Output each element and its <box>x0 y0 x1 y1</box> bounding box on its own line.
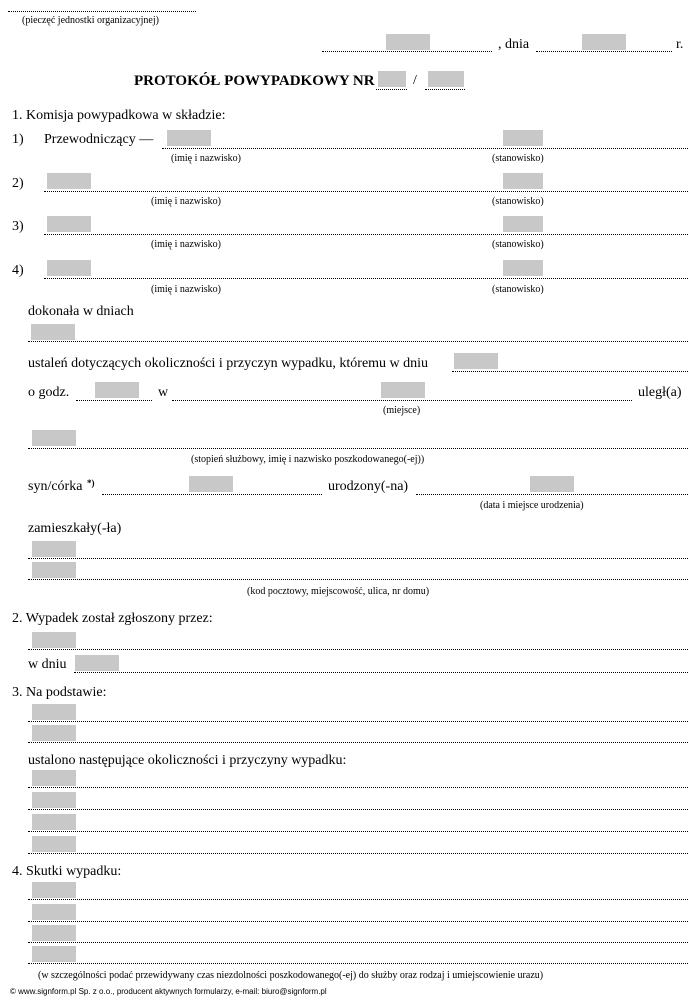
parent-line <box>102 494 322 495</box>
member3-number: 3) <box>12 219 24 234</box>
address-caption: (kod pocztowy, miejscowość, ulica, nr domu) <box>247 586 430 597</box>
report-date-label: w dniu <box>28 657 67 672</box>
effects-line-4 <box>28 963 688 964</box>
circumstances-field-1[interactable] <box>32 770 76 786</box>
victim-line <box>28 448 688 449</box>
member1-name-field[interactable] <box>167 130 211 146</box>
report-date-field[interactable] <box>75 655 119 671</box>
member3-position-field[interactable] <box>503 216 543 232</box>
footer-copyright: © www.signform.pl Sp. z o.o., producent aktywnych formularzy, e-mail: biuro@signform.pl <box>10 987 327 996</box>
performed-on-label: dokonała w dniach <box>28 304 134 319</box>
member2-name-field[interactable] <box>47 173 91 189</box>
victim-caption: (stopień służbowy, imię i nazwisko poszkodowanego(-ej)) <box>191 454 425 465</box>
birth-line <box>416 494 688 495</box>
circumstances-field-2[interactable] <box>32 792 76 808</box>
circumstances-line-1 <box>28 787 688 788</box>
son-daughter-mark: *) <box>87 478 95 488</box>
place-line <box>322 51 492 52</box>
effects-field-3[interactable] <box>32 925 76 941</box>
member2-number: 2) <box>12 176 24 191</box>
place-field[interactable] <box>386 34 430 50</box>
member1-position-caption: (stanowisko) <box>492 153 544 164</box>
member4-position-caption: (stanowisko) <box>492 284 544 295</box>
section1-heading: 1. Komisja powypadkowa w składzie: <box>12 108 226 123</box>
time-label: o godz. <box>28 385 70 400</box>
time-line <box>76 400 152 401</box>
accident-date-field[interactable] <box>454 353 498 369</box>
basis-field-2[interactable] <box>32 725 76 741</box>
born-label: urodzony(-na) <box>328 479 409 494</box>
member4-name-field[interactable] <box>47 260 91 276</box>
in-label: w <box>158 385 169 400</box>
effects-line-1 <box>28 899 688 900</box>
birth-caption: (data i miejsce urodzenia) <box>480 500 584 511</box>
member3-position-caption: (stanowisko) <box>492 239 544 250</box>
member2-line <box>44 191 688 192</box>
place-caption: (miejsce) <box>383 405 421 416</box>
circumstances-line-4 <box>28 853 688 854</box>
member1-number: 1) <box>12 132 24 147</box>
effects-caption: (w szczególności podać przewidywany czas niezdolności poszkodowanego(-ej) do służby oraz rodzaj i umiejscowienie urazu) <box>38 970 544 981</box>
circumstances-field-3[interactable] <box>32 814 76 830</box>
member1-name-caption: (imię i nazwisko) <box>171 153 241 164</box>
circumstances-line-3 <box>28 831 688 832</box>
member2-position-field[interactable] <box>503 173 543 189</box>
stamp-caption: (pieczęć jednostki organizacyjnej) <box>22 15 159 26</box>
member1-position-field[interactable] <box>503 130 543 146</box>
son-daughter-label: syn/córka <box>28 479 83 494</box>
page-title: PROTOKÓŁ POWYPADKOWY NR <box>134 73 375 89</box>
protocol-year-line <box>425 89 465 90</box>
protocol-year-field[interactable] <box>428 71 464 87</box>
address-field-1[interactable] <box>32 541 76 557</box>
basis-line-1 <box>28 721 688 722</box>
member3-name-caption: (imię i nazwisko) <box>151 239 221 250</box>
address-line-2 <box>28 579 688 580</box>
resident-label: zamieszkały(-ła) <box>28 521 122 536</box>
member4-number: 4) <box>12 263 24 278</box>
effects-field-4[interactable] <box>32 946 76 962</box>
circumstances-field-4[interactable] <box>32 836 76 852</box>
address-field-2[interactable] <box>32 562 76 578</box>
date-suffix: r. <box>676 37 684 52</box>
performed-on-line <box>28 341 688 342</box>
member1-line <box>162 148 688 149</box>
section3-heading: 3. Na podstawie: <box>12 685 107 700</box>
basis-field-1[interactable] <box>32 704 76 720</box>
victim-field[interactable] <box>32 430 76 446</box>
effects-field-1[interactable] <box>32 882 76 898</box>
member4-name-caption: (imię i nazwisko) <box>151 284 221 295</box>
time-field[interactable] <box>95 382 139 398</box>
reporter-line <box>28 649 688 650</box>
protocol-number-field[interactable] <box>378 71 406 87</box>
protocol-number-line <box>376 89 407 90</box>
place-of-accident-line <box>172 400 632 401</box>
address-line-1 <box>28 558 688 559</box>
basis-line-2 <box>28 742 688 743</box>
date-line <box>536 51 672 52</box>
findings-label: ustaleń dotyczących okoliczności i przyczyn wypadku, któremu w dniu <box>28 356 429 371</box>
effects-line-3 <box>28 942 688 943</box>
parent-field[interactable] <box>189 476 233 492</box>
member2-name-caption: (imię i nazwisko) <box>151 196 221 207</box>
member2-position-caption: (stanowisko) <box>492 196 544 207</box>
suffered-label: uległ(a) <box>638 385 682 400</box>
section2-heading: 2. Wypadek został zgłoszony przez: <box>12 611 213 626</box>
member3-line <box>44 234 688 235</box>
report-date-line <box>74 672 688 673</box>
date-field[interactable] <box>582 34 626 50</box>
place-of-accident-field[interactable] <box>381 382 425 398</box>
effects-line-2 <box>28 921 688 922</box>
birth-field[interactable] <box>530 476 574 492</box>
member4-position-field[interactable] <box>503 260 543 276</box>
member3-name-field[interactable] <box>47 216 91 232</box>
performed-on-field[interactable] <box>31 324 75 340</box>
accident-date-line <box>452 371 688 372</box>
section4-heading: 4. Skutki wypadku: <box>12 864 122 879</box>
member1-role: Przewodniczący — <box>44 132 154 147</box>
protocol-number-separator: / <box>413 73 417 88</box>
reporter-field[interactable] <box>32 632 76 648</box>
effects-field-2[interactable] <box>32 904 76 920</box>
circumstances-label: ustalono następujące okoliczności i przyczyny wypadku: <box>28 753 347 768</box>
circumstances-line-2 <box>28 809 688 810</box>
date-prefix: , dnia <box>498 37 530 52</box>
member4-line <box>44 278 688 279</box>
stamp-line <box>8 11 196 12</box>
